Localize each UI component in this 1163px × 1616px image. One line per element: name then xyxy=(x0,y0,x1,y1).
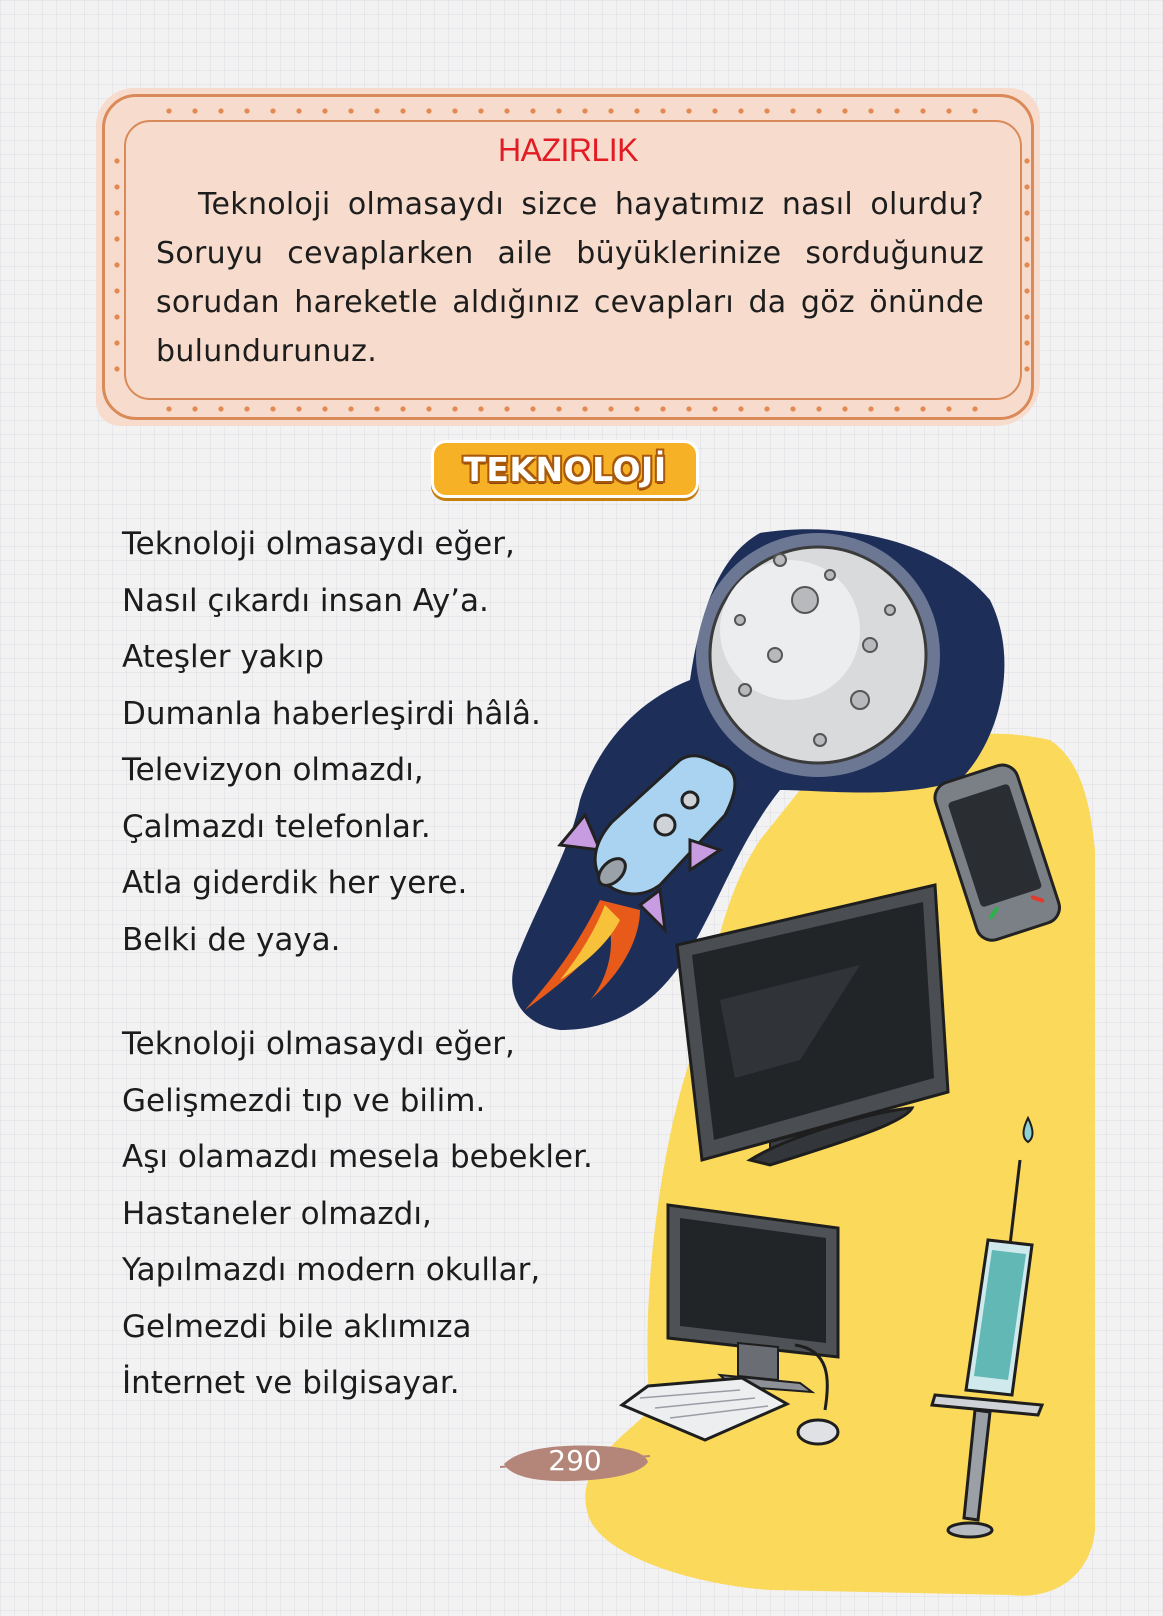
poem-line: Teknoloji olmasaydı eğer, xyxy=(122,526,515,562)
poem-title: TEKNOLOJİ xyxy=(463,449,667,489)
poem-stanza-2 xyxy=(122,1016,593,1412)
poem-line: Hastaneler olmazdı, xyxy=(122,1195,432,1232)
page-number: 290 xyxy=(548,1444,602,1477)
moon-icon xyxy=(696,533,940,777)
poem-line: Yapılmazdı modern okullar, xyxy=(122,1252,541,1288)
poem-stanza-1 xyxy=(122,516,541,968)
poem-line: İnternet ve bilgisayar. xyxy=(122,1365,460,1401)
poem-line: Belki de yaya. xyxy=(122,921,341,958)
poem-line: Televizyon olmazdı, xyxy=(122,752,424,788)
poem-line: Gelişmezdi tıp ve bilim. xyxy=(122,1082,486,1119)
poem-line: Çalmazdı telefonlar. xyxy=(122,808,431,845)
preparation-text: Teknoloji olmasaydı sizce hayatımız nasıl olurdu? Soruyu cevaplarken aile büyüklerinize sorduğunuz sorudan hareketle aldığınız cevapları da göz önünde bulundurunuz. xyxy=(156,187,984,369)
poem-line: Teknoloji olmasaydı eğer, xyxy=(122,1026,515,1062)
poem-line: Atla giderdik her yere. xyxy=(122,865,468,901)
preparation-title: HAZIRLIK xyxy=(497,132,639,168)
poem-line: Nasıl çıkardı insan Ay’a. xyxy=(122,582,489,619)
page-number-badge xyxy=(500,1434,650,1490)
poem-line: Ateşler yakıp xyxy=(122,639,324,675)
poem-line: Aşı olamazdı mesela bebekler. xyxy=(122,1139,593,1175)
poem-body xyxy=(122,516,593,1401)
poem-line: Dumanla haberleşirdi hâlâ. xyxy=(122,695,541,732)
poem-line: Gelmezdi bile aklımıza xyxy=(122,1308,472,1345)
